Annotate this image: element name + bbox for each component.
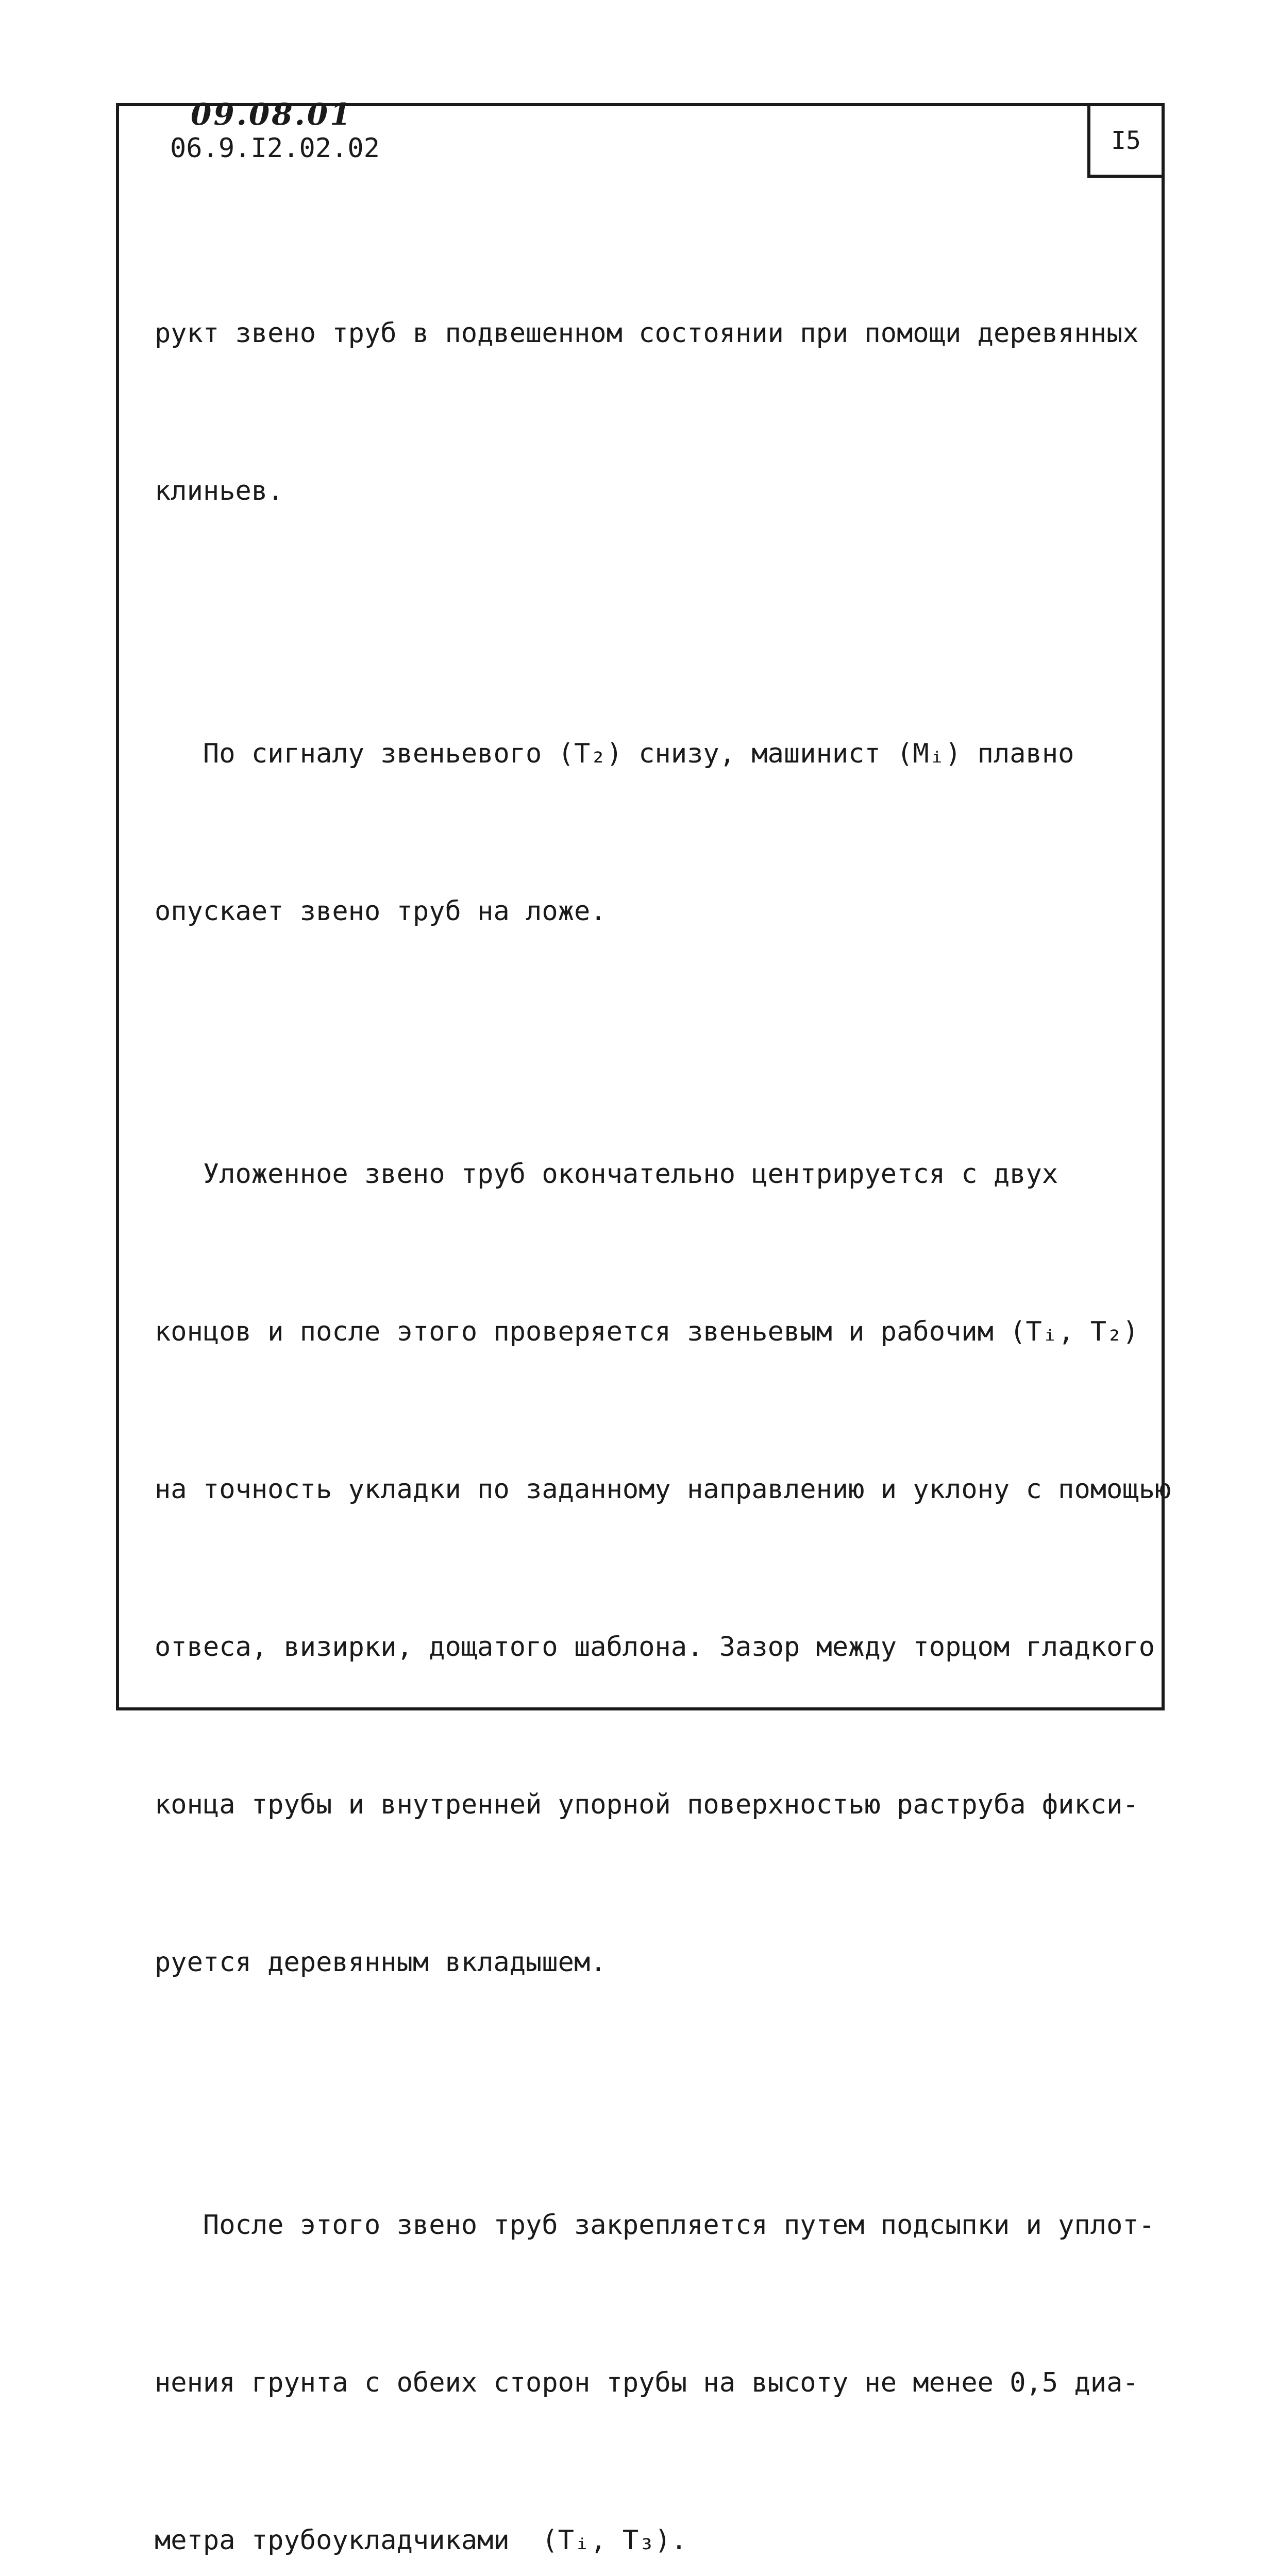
body-text bbox=[155, 202, 1171, 2576]
text-line: нения грунта с обеих сторон трубы на высоту не менее 0,5 диа- bbox=[155, 2367, 1139, 2398]
text-line: метра трубоукладчиками (Tᵢ, T₃). bbox=[155, 2525, 687, 2556]
paragraph bbox=[155, 622, 1162, 1043]
handwritten-document-code: 09.08.01 bbox=[191, 97, 353, 132]
text-line: Уложенное звено труб окончательно центрируется с двух bbox=[155, 1159, 1058, 1190]
text-line: руется деревянным вкладышем. bbox=[155, 1947, 607, 1978]
paragraph bbox=[155, 1043, 1171, 2094]
document-code: 06.9.I2.02.02 bbox=[170, 133, 380, 164]
paragraph bbox=[155, 2094, 1162, 2576]
text-line: опускает звено труб на ложе. bbox=[155, 896, 607, 927]
text-line: на точность укладки по заданному направлению и уклону с помощью bbox=[155, 1474, 1171, 1505]
paragraph bbox=[155, 202, 1162, 622]
text-line: клиньев. bbox=[155, 476, 284, 506]
text-line: отвеса, визирки, дощатого шаблона. Зазор между торцом гладкого bbox=[155, 1632, 1155, 1663]
text-line: конца трубы и внутренней упорной поверхностью раструба фикси- bbox=[155, 1789, 1139, 1820]
text-line: рукт звено труб в подвешенном состоянии при помощи деревянных bbox=[155, 318, 1139, 349]
text-line: концов и после этого проверяется звеньевым и рабочим (Tᵢ, T₂) bbox=[155, 1316, 1139, 1347]
text-line: После этого звено труб закрепляется путем подсыпки и уплот- bbox=[155, 2210, 1155, 2241]
text-line: По сигналу звеньевого (T₂) снизу, машинист (Mᵢ) плавно bbox=[155, 738, 1074, 769]
page-number: I5 bbox=[1087, 103, 1165, 178]
